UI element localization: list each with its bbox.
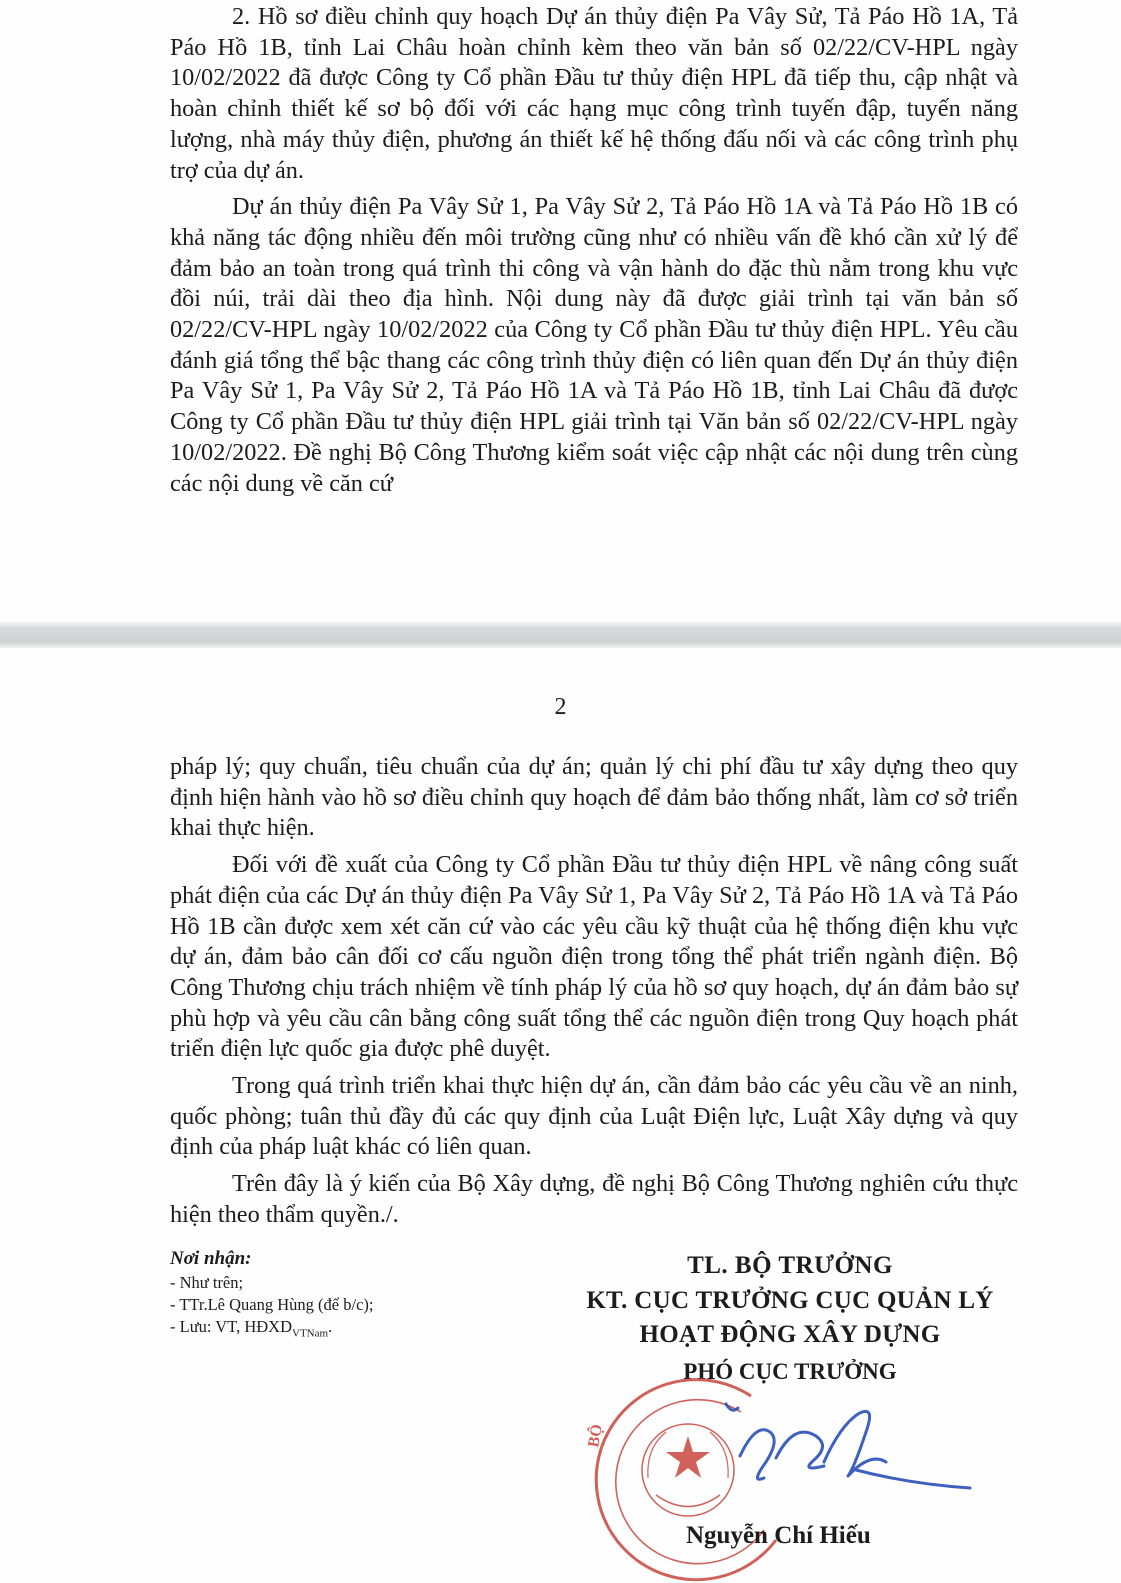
paragraph: Đối với đề xuất của Công ty Cổ phần Đầu tư thủy điện HPL về nâng công suất phát điện của các Dự án thủy điện Pa Vây Sử 1, Pa Vây Sử 2, Tả Páo Hồ 1A và Tả Páo Hồ 1B cần được xem xét căn cứ vào các yêu cầu kỹ thuật của hệ thống điện khu vực dự án, đảm bảo cân đối cơ cấu nguồn điện trong tổng thể phát triển ngành điện. Bộ Công Thương chịu trách nhiệm về tính pháp lý của hồ sơ quy hoạch, dự án đảm bảo sự phù hợp và yêu cầu cân bằng công suất tổng thể các nguồn điện trong Quy hoạch phát triển điện lực quốc gia được phê duyệt. <box>170 851 1018 1063</box>
signatory-position: PHÓ CỤC TRƯỞNG <box>683 1359 897 1384</box>
recipients-list <box>170 1248 500 1344</box>
page-bottom-body <box>170 752 1018 1237</box>
signer-name: Nguyễn Chí Hiếu <box>686 1522 871 1549</box>
signatory-department-cont: HOẠT ĐỘNG XÂY DỰNG <box>639 1321 941 1348</box>
paragraph: pháp lý; quy chuẩn, tiêu chuẩn của dự án; quản lý chi phí đầu tư xây dựng theo quy định hiện hành vào hồ sơ điều chỉnh quy hoạch để đảm bảo thống nhất, làm cơ sở triển khai thực hiện. <box>170 753 1018 842</box>
paragraph: 2. Hồ sơ điều chỉnh quy hoạch Dự án thủy điện Pa Vây Sử, Tả Páo Hồ 1A, Tả Páo Hồ 1B, tỉnh Lai Châu hoàn chỉnh kèm theo văn bản số 02/22/CV-HPL ngày 10/02/2022 đã được Công ty Cổ phần Đầu tư thủy điện HPL đã tiếp thu, cập nhật và hoàn chỉnh thiết kế sơ bộ đối với các hạng mục công trình tuyến đập, tuyến năng lượng, nhà máy thủy điện, phương án thiết kế hệ thống đấu nối và các công trình phụ trợ của dự án. <box>170 3 1018 184</box>
page-number: 2 <box>554 694 567 720</box>
paragraph: Dự án thủy điện Pa Vây Sử 1, Pa Vây Sử 2, Tả Páo Hồ 1A và Tả Páo Hồ 1B có khả năng tác động nhiều đến môi trường cũng như có nhiều vấn đề khó cần xử lý để đảm bảo an toàn trong quá trình thi công và vận hành do đặc thù nằm trong khu vực đồi núi, trải dài theo địa hình. Nội dung này đã được giải trình tại văn bản số 02/22/CV-HPL ngày 10/02/2022 của Công ty Cổ phần Đầu tư thủy điện HPL. Yêu cầu đánh giá tổng thể bậc thang các công trình thủy điện có liên quan đến Dự án thủy điện Pa Vây Sử 1, Pa Vây Sử 2, Tả Páo Hồ 1A và Tả Páo Hồ 1B, tỉnh Lai Châu đã được Công ty Cổ phần Đầu tư thủy điện HPL giải trình tại Văn bản số 02/22/CV-HPL ngày 10/02/2022. Đề nghị Bộ Công Thương kiểm soát việc cập nhật các nội dung trên cùng các nội dung về căn cứ <box>170 193 1018 497</box>
paragraph: Trên đây là ý kiến của Bộ Xây dựng, đề nghị Bộ Công Thương nghiên cứu thực hiện theo thẩm quyền./. <box>170 1170 1018 1228</box>
recipient-item: - Như trên; <box>170 1273 244 1292</box>
recipient-item-archive <box>170 1316 500 1344</box>
signatory-title: TL. BỘ TRƯỞNG <box>687 1252 893 1279</box>
page-separator <box>0 622 1121 648</box>
handwritten-signature <box>720 1392 1020 1512</box>
archive-clerk: VTNam <box>292 1327 329 1340</box>
paragraph: Trong quá trình triển khai thực hiện dự án, cần đảm bảo các yêu cầu về an ninh, quốc phòng; tuân thủ đầy đủ các quy định của Luật Điện lực, Luật Xây dựng và quy định của pháp luật khác có liên quan. <box>170 1072 1018 1161</box>
recipients-heading: Nơi nhận: <box>170 1248 252 1269</box>
signatory-department: KT. CỤC TRƯỞNG CỤC QUẢN LÝ <box>586 1287 994 1314</box>
recipient-item: - TTr.Lê Quang Hùng (để b/c); <box>170 1295 374 1314</box>
archive-end: . <box>328 1317 333 1336</box>
page-top-body <box>170 2 1018 505</box>
recipient-item: - Lưu: VT, HĐXD <box>170 1317 292 1336</box>
seal-text: BỘ <box>585 1422 606 1449</box>
